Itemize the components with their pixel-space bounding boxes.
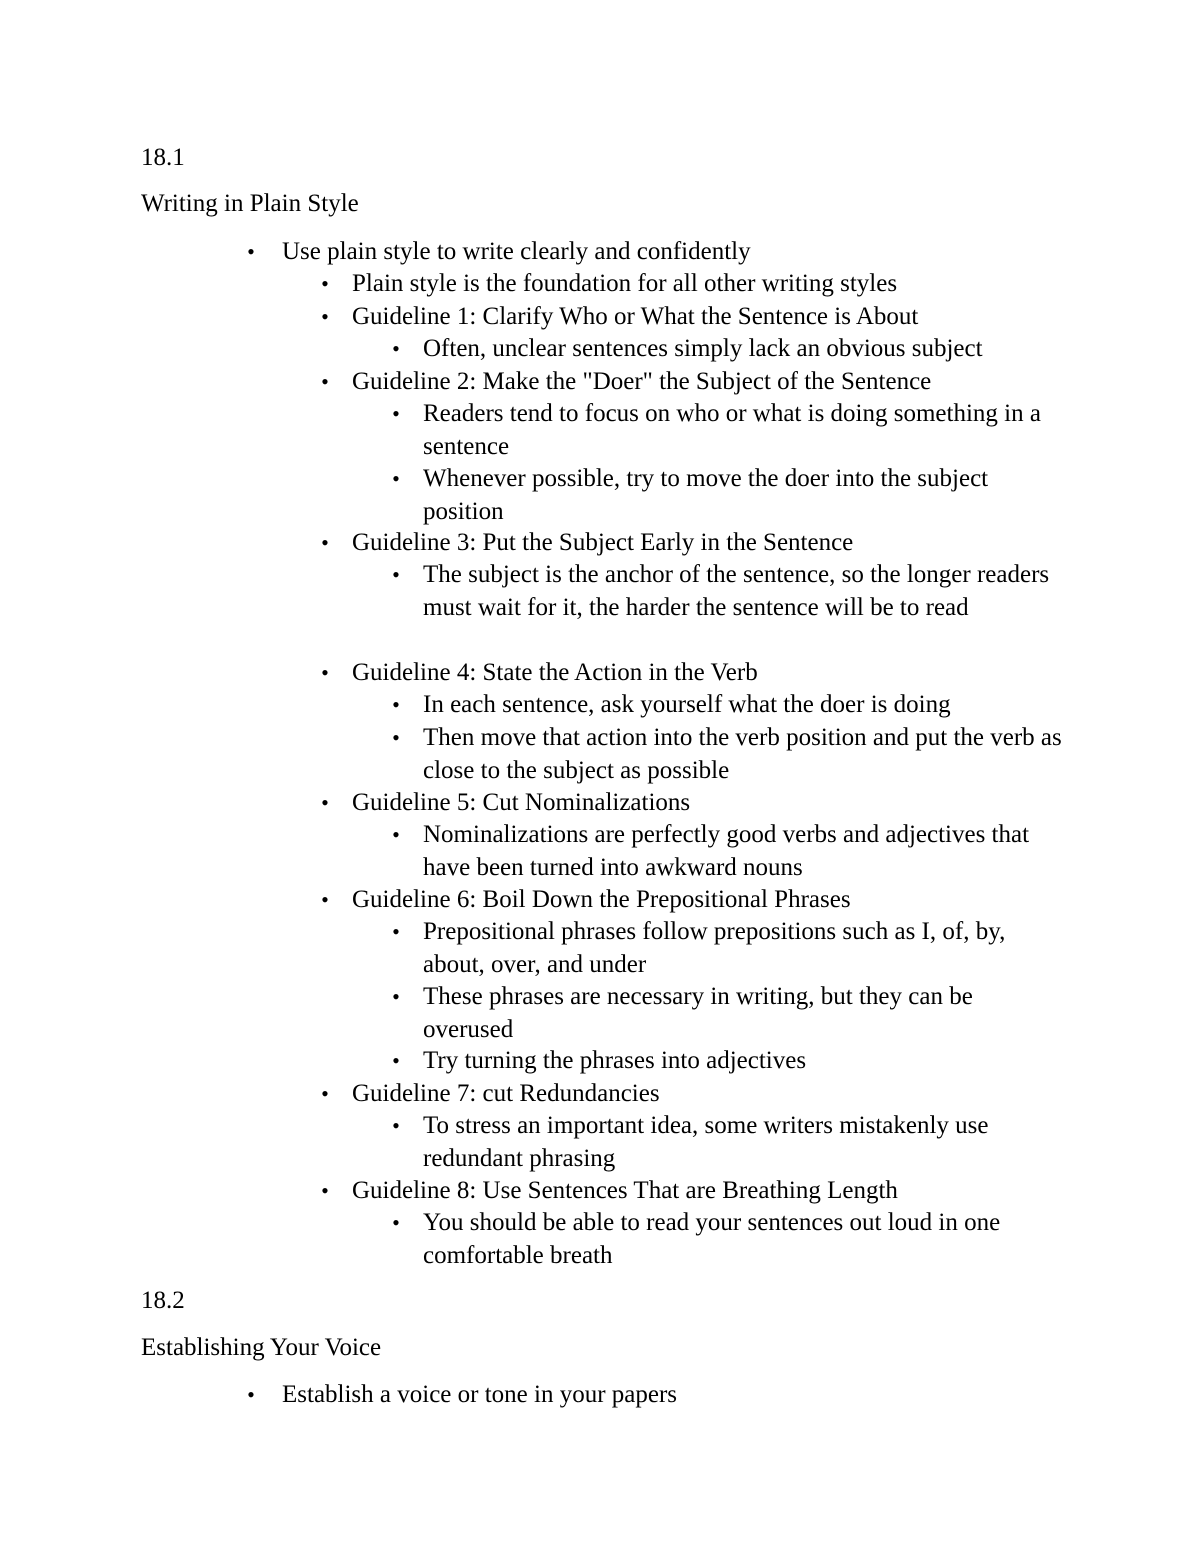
bullet-icon: • — [392, 336, 400, 361]
bullet-icon: • — [392, 1210, 400, 1235]
list-item: • To stress an important idea, some writers mistakenly use redundant phrasing — [423, 1110, 1063, 1175]
bullet-icon: • — [392, 401, 400, 426]
bullet-icon: • — [321, 369, 329, 394]
list-item: • Prepositional phrases follow prepositions such as I, of, by, about, over, and under — [423, 916, 1063, 981]
section-number: 18.2 — [141, 1287, 185, 1314]
list-item: • Guideline 6: Boil Down the Prepositional Phrases — [352, 884, 992, 917]
bullet-icon: • — [392, 822, 400, 847]
list-item: • Guideline 4: State the Action in the Verb — [352, 657, 992, 690]
list-item: • Use plain style to write clearly and confidently — [282, 236, 922, 269]
bullet-icon: • — [247, 239, 255, 264]
section-title: Writing in Plain Style — [141, 190, 359, 217]
bullet-icon: • — [392, 919, 400, 944]
bullet-icon: • — [392, 725, 400, 750]
list-item: • Try turning the phrases into adjectives — [423, 1045, 1063, 1078]
bullet-icon: • — [321, 887, 329, 912]
bullet-icon: • — [321, 530, 329, 555]
list-item: • Then move that action into the verb position and put the verb as close to the subject as possible — [423, 722, 1063, 787]
list-item: • These phrases are necessary in writing, but they can be overused — [423, 981, 1063, 1046]
bullet-icon: • — [321, 660, 329, 685]
section-title: Establishing Your Voice — [141, 1334, 382, 1361]
list-item: • In each sentence, ask yourself what the doer is doing — [423, 689, 1063, 722]
bullet-icon: • — [321, 1081, 329, 1106]
bullet-icon: • — [321, 304, 329, 329]
list-item: • Whenever possible, try to move the doer into the subject position — [423, 463, 1063, 528]
bullet-icon: • — [392, 984, 400, 1009]
bullet-icon: • — [392, 466, 400, 491]
bullet-icon: • — [392, 562, 400, 587]
section-number: 18.1 — [141, 144, 185, 171]
bullet-icon: • — [392, 692, 400, 717]
bullet-icon: • — [392, 1113, 400, 1138]
list-item: • Readers tend to focus on who or what is doing something in a sentence — [423, 398, 1063, 463]
list-item: • The subject is the anchor of the sentence, so the longer readers must wait for it, the harder the sentence will be to read — [423, 559, 1063, 624]
list-item: • Guideline 7: cut Redundancies — [352, 1078, 992, 1111]
bullet-icon: • — [321, 271, 329, 296]
bullet-icon: • — [321, 1178, 329, 1203]
list-item: • Guideline 1: Clarify Who or What the Sentence is About — [352, 301, 992, 334]
list-item: • Establish a voice or tone in your papers — [282, 1379, 922, 1412]
list-item: • Nominalizations are perfectly good verbs and adjectives that have been turned into awkward nouns — [423, 819, 1063, 884]
list-item: • You should be able to read your sentences out loud in one comfortable breath — [423, 1207, 1063, 1272]
bullet-icon: • — [321, 790, 329, 815]
list-item: • Often, unclear sentences simply lack an obvious subject — [423, 333, 1063, 366]
list-item: • Plain style is the foundation for all other writing styles — [352, 268, 992, 301]
bullet-icon: • — [392, 1048, 400, 1073]
bullet-icon: • — [247, 1382, 255, 1407]
list-item: • Guideline 5: Cut Nominalizations — [352, 787, 992, 820]
list-item: • Guideline 8: Use Sentences That are Breathing Length — [352, 1175, 992, 1208]
list-item: • Guideline 3: Put the Subject Early in the Sentence — [352, 527, 992, 560]
list-item: • Guideline 2: Make the "Doer" the Subject of the Sentence — [352, 366, 992, 399]
